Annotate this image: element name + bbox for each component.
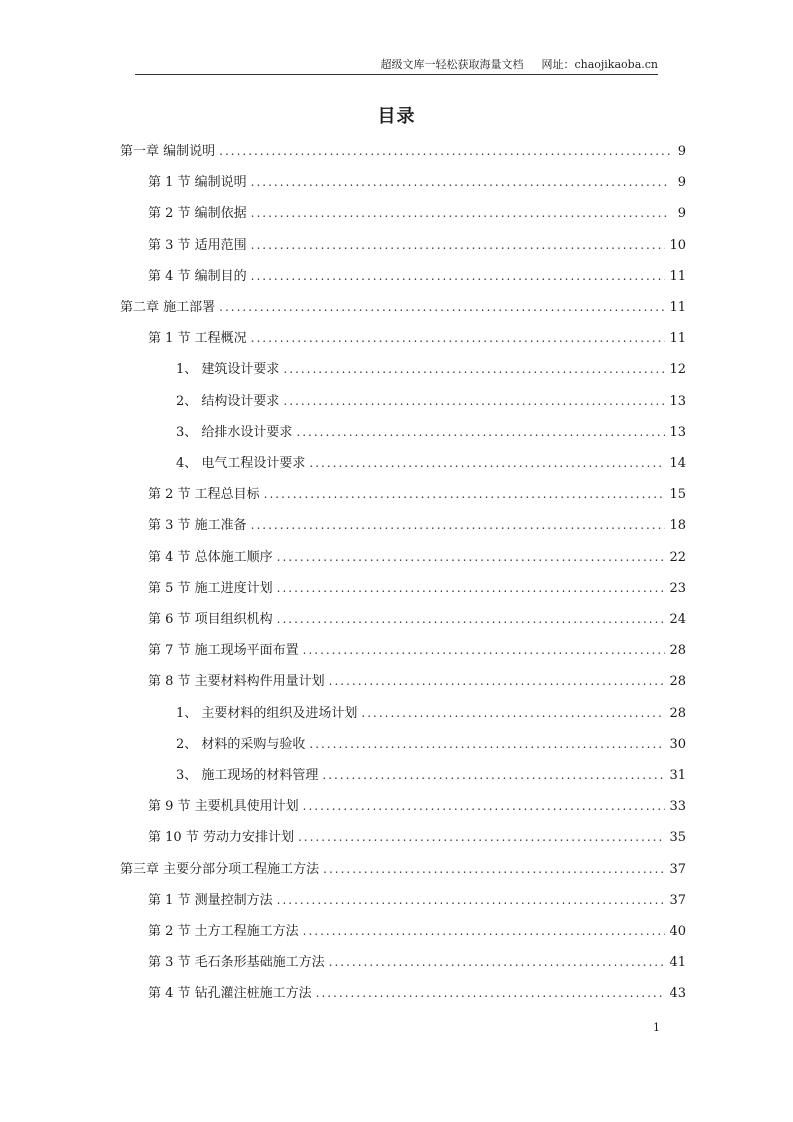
toc-entry-page-number: 37 bbox=[669, 861, 686, 877]
toc-entry-page-number: 28 bbox=[669, 643, 686, 659]
toc-dot-leader bbox=[219, 300, 665, 314]
toc-entry-level-3[interactable] bbox=[176, 702, 686, 724]
toc-entry-page-number: 43 bbox=[669, 986, 686, 1002]
footer-page-number: 1 bbox=[653, 1021, 660, 1034]
toc-entry-page-number: 12 bbox=[669, 362, 686, 378]
toc-entry-page-number: 24 bbox=[669, 612, 686, 627]
toc-entry-level-2[interactable] bbox=[148, 483, 686, 505]
toc-entry-level-2[interactable] bbox=[148, 608, 686, 630]
toc-entry-label: 第 1 节 工程概况 bbox=[148, 331, 247, 347]
toc-entry-level-2[interactable] bbox=[148, 982, 686, 1004]
page-header bbox=[135, 56, 658, 72]
toc-entry-level-2[interactable] bbox=[148, 889, 686, 911]
toc-dot-leader bbox=[329, 955, 666, 969]
header-divider bbox=[135, 74, 658, 75]
toc-entry-label: 第二章 施工部署 bbox=[120, 300, 216, 315]
toc-entry-level-3[interactable] bbox=[176, 390, 686, 412]
toc-entry-label: 3、 施工现场的材料管理 bbox=[176, 768, 319, 783]
toc-entry-level-2[interactable] bbox=[148, 171, 686, 193]
toc-entry-label: 2、 材料的采购与验收 bbox=[176, 736, 306, 752]
toc-entry-level-2[interactable] bbox=[148, 327, 686, 349]
toc-entry-page-number: 22 bbox=[669, 549, 686, 565]
toc-entry-label: 1、 建筑设计要求 bbox=[176, 362, 280, 378]
toc-dot-leader bbox=[303, 643, 666, 657]
toc-dot-leader bbox=[283, 362, 665, 376]
toc-dot-leader bbox=[303, 799, 666, 813]
toc-entry-level-2[interactable] bbox=[148, 826, 686, 848]
toc-entry-level-2[interactable] bbox=[148, 265, 686, 287]
toc-entry-level-1[interactable] bbox=[120, 296, 686, 318]
toc-entry-level-3[interactable] bbox=[176, 733, 686, 755]
toc-entry-level-2[interactable] bbox=[148, 920, 686, 942]
toc-entry-label: 第 2 节 工程总目标 bbox=[148, 487, 260, 503]
toc-dot-leader bbox=[322, 768, 665, 782]
toc-dot-leader bbox=[298, 830, 666, 844]
toc-dot-leader bbox=[277, 612, 666, 626]
toc-entry-page-number: 28 bbox=[669, 705, 686, 721]
toc-entry-label: 第 1 节 编制说明 bbox=[148, 175, 247, 191]
toc-entry-label: 第 3 节 施工准备 bbox=[148, 518, 247, 534]
toc-entry-page-number: 33 bbox=[669, 799, 686, 815]
toc-entry-level-2[interactable] bbox=[148, 514, 686, 536]
toc-dot-leader bbox=[251, 238, 666, 252]
toc-entry-page-number: 11 bbox=[669, 331, 686, 347]
toc-entry-page-number: 14 bbox=[669, 456, 686, 471]
toc-entry-label: 4、 电气工程设计要求 bbox=[176, 456, 306, 471]
toc-entry-label: 2、 结构设计要求 bbox=[176, 393, 280, 409]
toc-entry-label: 第 9 节 主要机具使用计划 bbox=[148, 799, 299, 815]
toc-entry-label: 第三章 主要分部分项工程施工方法 bbox=[120, 861, 320, 877]
toc-entry-level-2[interactable] bbox=[148, 546, 686, 568]
toc-entry-page-number: 13 bbox=[669, 424, 686, 440]
toc-entry-level-2[interactable] bbox=[148, 670, 686, 692]
toc-entry-page-number: 11 bbox=[669, 268, 686, 284]
toc-entry-level-3[interactable] bbox=[176, 421, 686, 443]
toc-entry-level-2[interactable] bbox=[148, 234, 686, 256]
toc-entry-page-number: 10 bbox=[669, 237, 686, 253]
header-url: 网址：chaojikaoba.cn bbox=[541, 58, 658, 71]
toc-dot-leader bbox=[251, 331, 666, 345]
toc-entry-label: 第 10 节 劳动力安排计划 bbox=[148, 830, 294, 846]
toc-dot-leader bbox=[361, 706, 665, 720]
toc-dot-leader bbox=[296, 425, 665, 439]
toc-entry-page-number: 41 bbox=[669, 955, 686, 971]
toc-entry-label: 第 6 节 项目组织机构 bbox=[148, 612, 273, 627]
toc-entry-label: 3、 给排水设计要求 bbox=[176, 424, 293, 440]
toc-dot-leader bbox=[283, 394, 665, 408]
toc-dot-leader bbox=[264, 487, 666, 501]
toc-entry-level-2[interactable] bbox=[148, 202, 686, 224]
toc-dot-leader bbox=[251, 175, 670, 189]
toc-dot-leader bbox=[251, 518, 666, 532]
toc-entry-page-number: 40 bbox=[669, 924, 686, 939]
toc-entry-label: 第 8 节 主要材料构件用量计划 bbox=[148, 674, 325, 690]
toc-entry-page-number: 23 bbox=[669, 580, 686, 596]
toc-dot-leader bbox=[277, 581, 666, 595]
toc-entry-label: 第一章 编制说明 bbox=[120, 144, 216, 159]
toc-entry-level-2[interactable] bbox=[148, 951, 686, 973]
toc-entry-label: 第 4 节 钻孔灌注桩施工方法 bbox=[148, 986, 312, 1002]
toc-entry-level-1[interactable] bbox=[120, 140, 686, 162]
toc-entry-label: 第 7 节 施工现场平面布置 bbox=[148, 643, 299, 659]
toc-dot-leader bbox=[251, 269, 666, 283]
toc-dot-leader bbox=[329, 674, 666, 688]
toc-entry-page-number: 9 bbox=[677, 144, 686, 159]
toc-entry-page-number: 9 bbox=[677, 175, 686, 191]
page-title: 目录 bbox=[377, 106, 416, 127]
toc-entry-page-number: 15 bbox=[669, 487, 686, 503]
toc-entry-page-number: 28 bbox=[669, 674, 686, 690]
toc-entry-page-number: 13 bbox=[669, 393, 686, 409]
toc-entry-label: 第 4 节 编制目的 bbox=[148, 268, 247, 284]
toc-entry-label: 1、 主要材料的组织及进场计划 bbox=[176, 705, 358, 721]
toc-entry-label: 第 2 节 土方工程施工方法 bbox=[148, 924, 299, 939]
toc-entry-page-number: 18 bbox=[669, 518, 686, 534]
toc-dot-leader bbox=[277, 893, 666, 907]
toc-entry-page-number: 35 bbox=[669, 830, 686, 846]
toc-entry-label: 第 4 节 总体施工顺序 bbox=[148, 549, 273, 565]
toc-dot-leader bbox=[277, 550, 666, 564]
toc-entry-level-2[interactable] bbox=[148, 795, 686, 817]
toc-entry-label: 第 2 节 编制依据 bbox=[148, 206, 247, 222]
toc-dot-leader bbox=[219, 144, 670, 158]
toc-entry-label: 第 3 节 毛石条形基础施工方法 bbox=[148, 955, 325, 971]
header-site-name: 超级文库一轻松获取海量文档 bbox=[380, 58, 524, 71]
toc-entry-level-2[interactable] bbox=[148, 577, 686, 599]
toc-entry-level-3[interactable] bbox=[176, 452, 686, 474]
toc-entry-level-2[interactable] bbox=[148, 639, 686, 661]
toc-entry-level-3[interactable] bbox=[176, 764, 686, 786]
toc-dot-leader bbox=[309, 737, 665, 751]
toc-entry-label: 第 5 节 施工进度计划 bbox=[148, 580, 273, 596]
toc-dot-leader bbox=[316, 986, 666, 1000]
toc-dot-leader bbox=[303, 924, 666, 938]
toc-dot-leader bbox=[251, 206, 670, 220]
toc-entry-label: 第 1 节 测量控制方法 bbox=[148, 892, 273, 908]
toc-entry-page-number: 11 bbox=[669, 300, 686, 315]
toc-entry-page-number: 30 bbox=[669, 736, 686, 752]
toc-entry-page-number: 9 bbox=[677, 206, 686, 222]
toc-dot-leader bbox=[309, 456, 665, 470]
toc-dot-leader bbox=[323, 862, 665, 876]
toc-entry-level-3[interactable] bbox=[176, 358, 686, 380]
toc-entry-page-number: 37 bbox=[669, 892, 686, 908]
toc-entry-level-1[interactable] bbox=[120, 858, 686, 880]
toc-entry-label: 第 3 节 适用范围 bbox=[148, 237, 247, 253]
toc-entry-page-number: 31 bbox=[669, 768, 686, 783]
